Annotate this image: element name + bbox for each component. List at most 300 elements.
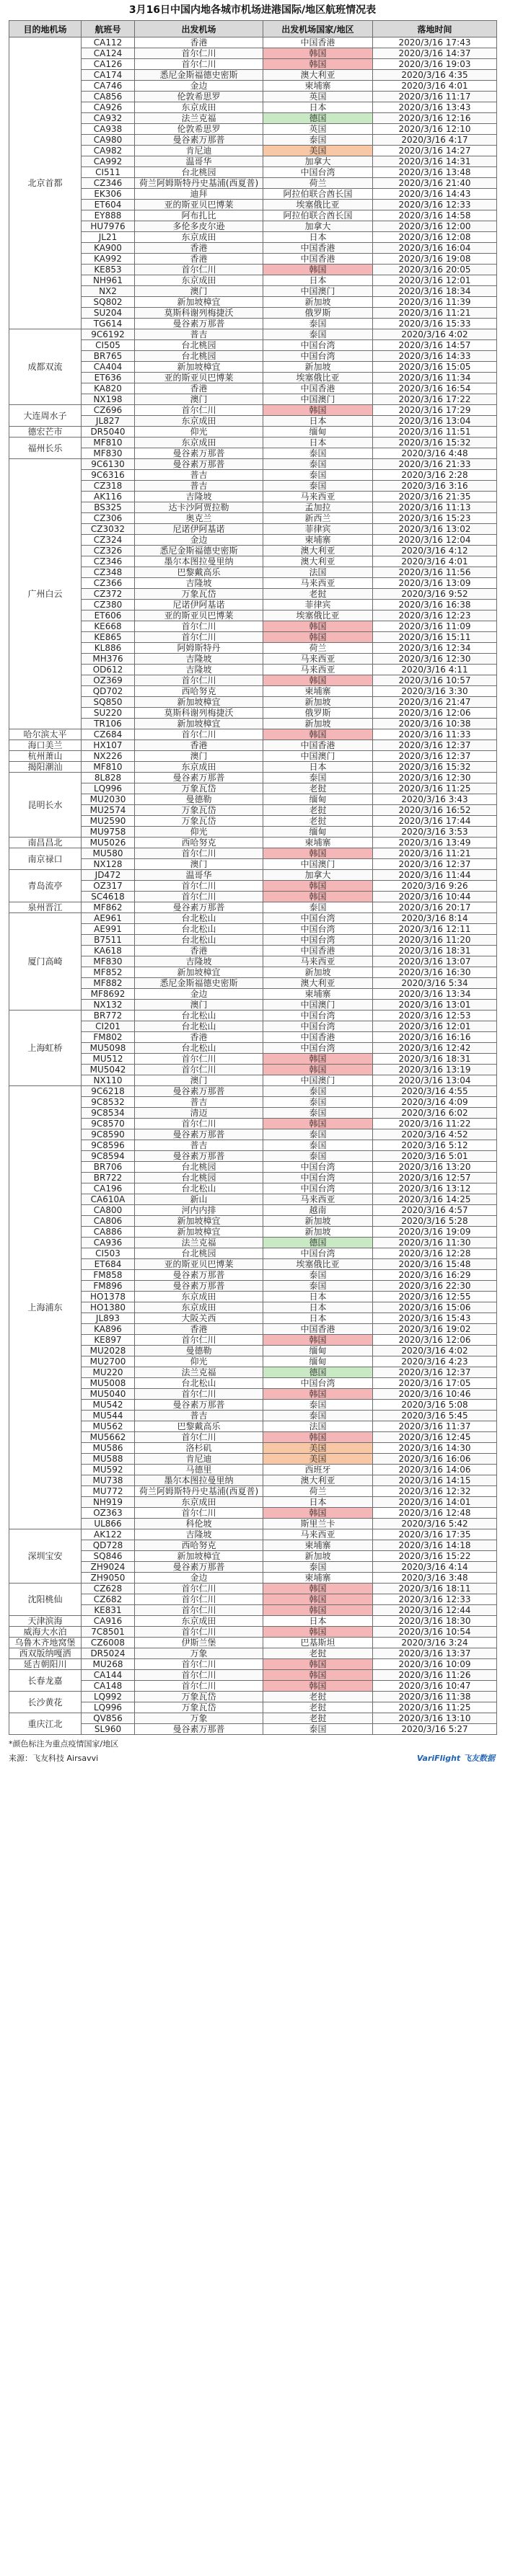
departure-country-cell: 菲律宾 bbox=[263, 600, 373, 610]
flight-number-cell: MU592 bbox=[82, 1465, 135, 1475]
destination-cell: 哈尔滨太平 bbox=[9, 729, 82, 740]
landing-time-cell: 2020/3/16 13:43 bbox=[373, 102, 497, 113]
table-row bbox=[9, 373, 497, 383]
table-row bbox=[9, 1421, 497, 1432]
departure-airport-cell: 墨尔本图拉曼里纳 bbox=[135, 1475, 263, 1486]
departure-airport-cell: 东京成田 bbox=[135, 438, 263, 448]
flight-number-cell: OZ317 bbox=[82, 881, 135, 892]
table-row bbox=[9, 1551, 497, 1562]
departure-country-cell: 巴基斯坦 bbox=[263, 1638, 373, 1648]
brand-logo: VariFlight 飞友数据 bbox=[416, 1754, 495, 1763]
departure-country-cell: 柬埔寨 bbox=[263, 81, 373, 92]
table-row bbox=[9, 502, 497, 513]
landing-time-cell: 2020/3/16 6:02 bbox=[373, 1108, 497, 1119]
departure-country-cell: 韩国 bbox=[263, 1508, 373, 1519]
departure-country-cell: 泰国 bbox=[263, 448, 373, 459]
table-row bbox=[9, 1129, 497, 1140]
departure-airport-cell: 首尔仁川 bbox=[135, 1659, 263, 1670]
flight-number-cell: BR772 bbox=[82, 1011, 135, 1021]
table-row bbox=[9, 178, 497, 189]
departure-airport-cell: 香港 bbox=[135, 740, 263, 751]
flight-number-cell: CA926 bbox=[82, 102, 135, 113]
table-row bbox=[9, 1043, 497, 1054]
departure-country-cell: 澳大利亚 bbox=[263, 546, 373, 556]
flight-number-cell: MU2030 bbox=[82, 794, 135, 805]
flight-number-cell: LQ996 bbox=[82, 1702, 135, 1713]
table-row bbox=[9, 481, 497, 492]
flight-number-cell: CA800 bbox=[82, 1205, 135, 1216]
departure-airport-cell: 台北松山 bbox=[135, 1011, 263, 1021]
departure-airport-cell: 普吉 bbox=[135, 1140, 263, 1151]
table-row bbox=[9, 221, 497, 232]
landing-time-cell: 2020/3/16 12:06 bbox=[373, 1335, 497, 1346]
flight-number-cell: CZ682 bbox=[82, 1594, 135, 1605]
table-row bbox=[9, 740, 497, 751]
departure-country-cell: 新加坡 bbox=[263, 1216, 373, 1227]
flight-number-cell: QD728 bbox=[82, 1540, 135, 1551]
landing-time-cell: 2020/3/16 14:33 bbox=[373, 351, 497, 362]
landing-time-cell: 2020/3/16 19:08 bbox=[373, 254, 497, 265]
landing-time-cell: 2020/3/16 17:35 bbox=[373, 1529, 497, 1540]
landing-time-cell: 2020/3/16 14:30 bbox=[373, 1443, 497, 1454]
table-row bbox=[9, 383, 497, 394]
departure-airport-cell: 多伦多皮尔逊 bbox=[135, 221, 263, 232]
destination-cell: 延吉朝阳川 bbox=[9, 1659, 82, 1670]
header-flight-number: 航班号 bbox=[82, 21, 135, 37]
departure-airport-cell: 肯尼迪 bbox=[135, 146, 263, 156]
departure-airport-cell: 曼谷素万那普 bbox=[135, 1400, 263, 1411]
departure-airport-cell: 曼谷素万那普 bbox=[135, 1151, 263, 1162]
departure-country-cell: 荷兰 bbox=[263, 1486, 373, 1497]
departure-airport-cell: 首尔仁川 bbox=[135, 892, 263, 902]
flight-number-cell: LQ996 bbox=[82, 783, 135, 794]
landing-time-cell: 2020/3/16 12:08 bbox=[373, 232, 497, 243]
destination-cell: 昆明长水 bbox=[9, 773, 82, 838]
landing-time-cell: 2020/3/16 15:06 bbox=[373, 1302, 497, 1313]
landing-time-cell: 2020/3/16 4:02 bbox=[373, 329, 497, 340]
departure-airport-cell: 曼谷素万那普 bbox=[135, 1562, 263, 1573]
departure-country-cell: 中国台湾 bbox=[263, 1173, 373, 1183]
flight-number-cell: CA982 bbox=[82, 146, 135, 156]
flight-number-cell: SQ846 bbox=[82, 1551, 135, 1562]
departure-country-cell: 加拿大 bbox=[263, 870, 373, 881]
table-row bbox=[9, 967, 497, 978]
landing-time-cell: 2020/3/16 12:10 bbox=[373, 124, 497, 135]
flight-number-cell: CA196 bbox=[82, 1183, 135, 1194]
departure-airport-cell: 曼谷素万那普 bbox=[135, 135, 263, 146]
departure-airport-cell: 台北松山 bbox=[135, 1021, 263, 1032]
departure-country-cell: 韩国 bbox=[263, 1119, 373, 1129]
flight-number-cell: BR765 bbox=[82, 351, 135, 362]
departure-country-cell: 菲律宾 bbox=[263, 524, 373, 535]
table-row bbox=[9, 1238, 497, 1248]
landing-time-cell: 2020/3/16 18:31 bbox=[373, 946, 497, 956]
table-row bbox=[9, 1540, 497, 1551]
departure-country-cell: 老挝 bbox=[263, 1702, 373, 1713]
flight-number-cell: MU5026 bbox=[82, 838, 135, 848]
departure-country-cell: 韩国 bbox=[263, 675, 373, 686]
flight-number-cell: CI505 bbox=[82, 340, 135, 351]
destination-cell: 厦门高崎 bbox=[9, 913, 82, 1011]
flight-number-cell: ET684 bbox=[82, 1259, 135, 1270]
flight-number-cell: CA856 bbox=[82, 92, 135, 102]
header-departure-country: 出发机场国家/地区 bbox=[263, 21, 373, 37]
flight-number-cell: CA936 bbox=[82, 1238, 135, 1248]
flight-number-cell: SU220 bbox=[82, 708, 135, 719]
flight-number-cell: HX107 bbox=[82, 740, 135, 751]
landing-time-cell: 2020/3/16 12:44 bbox=[373, 1605, 497, 1616]
departure-country-cell: 新加坡 bbox=[263, 297, 373, 308]
landing-time-cell: 2020/3/16 12:37 bbox=[373, 740, 497, 751]
table-row bbox=[9, 1302, 497, 1313]
flight-number-cell: KL886 bbox=[82, 643, 135, 654]
departure-country-cell: 中国台湾 bbox=[263, 340, 373, 351]
destination-cell: 上海浦东 bbox=[9, 1086, 82, 1529]
flight-number-cell: MF810 bbox=[82, 762, 135, 773]
destination-cell: 天津滨海 bbox=[9, 1616, 82, 1627]
departure-airport-cell: 阿布扎比 bbox=[135, 210, 263, 221]
table-row bbox=[9, 438, 497, 448]
flight-number-cell: ET606 bbox=[82, 610, 135, 621]
table-row bbox=[9, 1205, 497, 1216]
landing-time-cell: 2020/3/16 12:06 bbox=[373, 708, 497, 719]
table-row bbox=[9, 805, 497, 816]
landing-time-cell: 2020/3/16 15:32 bbox=[373, 438, 497, 448]
landing-time-cell: 2020/3/16 11:30 bbox=[373, 1238, 497, 1248]
table-row bbox=[9, 924, 497, 935]
departure-country-cell: 老挝 bbox=[263, 1713, 373, 1724]
table-row bbox=[9, 956, 497, 967]
departure-country-cell: 韩国 bbox=[263, 405, 373, 416]
departure-airport-cell: 阿姆斯特丹 bbox=[135, 643, 263, 654]
departure-country-cell: 法国 bbox=[263, 567, 373, 578]
table-row bbox=[9, 1292, 497, 1302]
table-row bbox=[9, 719, 497, 729]
flight-number-cell: NX132 bbox=[82, 1000, 135, 1011]
landing-time-cell: 2020/3/16 12:48 bbox=[373, 1508, 497, 1519]
flight-number-cell: NH919 bbox=[82, 1497, 135, 1508]
departure-country-cell: 泰国 bbox=[263, 1140, 373, 1151]
departure-airport-cell: 万象瓦岱 bbox=[135, 805, 263, 816]
departure-country-cell: 韩国 bbox=[263, 1605, 373, 1616]
departure-country-cell: 埃塞俄比亚 bbox=[263, 200, 373, 210]
landing-time-cell: 2020/3/16 10:44 bbox=[373, 892, 497, 902]
departure-airport-cell: 香港 bbox=[135, 243, 263, 254]
landing-time-cell: 2020/3/16 13:19 bbox=[373, 1065, 497, 1075]
departure-country-cell: 中国台湾 bbox=[263, 1378, 373, 1389]
landing-time-cell: 2020/3/16 5:12 bbox=[373, 1140, 497, 1151]
departure-airport-cell: 东京成田 bbox=[135, 762, 263, 773]
table-row bbox=[9, 729, 497, 740]
landing-time-cell: 2020/3/16 15:05 bbox=[373, 362, 497, 373]
flight-number-cell: UL866 bbox=[82, 1519, 135, 1529]
flight-number-cell: EY888 bbox=[82, 210, 135, 221]
landing-time-cell: 2020/3/16 12:00 bbox=[373, 221, 497, 232]
landing-time-cell: 2020/3/16 16:29 bbox=[373, 1270, 497, 1281]
landing-time-cell: 2020/3/16 4:12 bbox=[373, 546, 497, 556]
landing-time-cell: 2020/3/16 14:31 bbox=[373, 156, 497, 167]
departure-airport-cell: 澳门 bbox=[135, 286, 263, 297]
departure-country-cell: 日本 bbox=[263, 232, 373, 243]
departure-country-cell: 韩国 bbox=[263, 621, 373, 632]
table-row bbox=[9, 1324, 497, 1335]
flight-number-cell: CA746 bbox=[82, 81, 135, 92]
departure-airport-cell: 台北桃园 bbox=[135, 167, 263, 178]
landing-time-cell: 2020/3/16 15:33 bbox=[373, 319, 497, 329]
landing-time-cell: 2020/3/16 4:17 bbox=[373, 135, 497, 146]
table-row bbox=[9, 394, 497, 405]
landing-time-cell: 2020/3/16 13:04 bbox=[373, 416, 497, 427]
table-row bbox=[9, 210, 497, 221]
table-row bbox=[9, 881, 497, 892]
departure-country-cell: 日本 bbox=[263, 762, 373, 773]
landing-time-cell: 2020/3/16 10:09 bbox=[373, 1659, 497, 1670]
table-row bbox=[9, 1173, 497, 1183]
departure-country-cell: 泰国 bbox=[263, 481, 373, 492]
departure-country-cell: 澳大利亚 bbox=[263, 70, 373, 81]
flight-number-cell: MU2028 bbox=[82, 1346, 135, 1356]
flight-number-cell: SQ850 bbox=[82, 697, 135, 708]
table-row bbox=[9, 643, 497, 654]
table-row bbox=[9, 329, 497, 340]
departure-airport-cell: 金边 bbox=[135, 1573, 263, 1584]
departure-airport-cell: 首尔仁川 bbox=[135, 621, 263, 632]
departure-country-cell: 新加坡 bbox=[263, 1551, 373, 1562]
destination-cell: 海口美兰 bbox=[9, 740, 82, 751]
departure-country-cell: 中国台湾 bbox=[263, 1043, 373, 1054]
header-destination: 目的地机场 bbox=[9, 21, 82, 37]
departure-country-cell: 泰国 bbox=[263, 1562, 373, 1573]
departure-country-cell: 日本 bbox=[263, 416, 373, 427]
table-row bbox=[9, 351, 497, 362]
landing-time-cell: 2020/3/16 15:32 bbox=[373, 762, 497, 773]
table-row bbox=[9, 773, 497, 783]
departure-country-cell: 韩国 bbox=[263, 1584, 373, 1594]
departure-country-cell: 法国 bbox=[263, 1421, 373, 1432]
flight-number-cell: TG614 bbox=[82, 319, 135, 329]
destination-cell: 重庆江北 bbox=[9, 1713, 82, 1735]
landing-time-cell: 2020/3/16 16:54 bbox=[373, 383, 497, 394]
departure-airport-cell: 荷兰阿姆斯特丹史基浦(西夏普) bbox=[135, 178, 263, 189]
departure-country-cell: 中国台湾 bbox=[263, 167, 373, 178]
landing-time-cell: 2020/3/16 16:38 bbox=[373, 600, 497, 610]
table-row bbox=[9, 1356, 497, 1367]
table-row bbox=[9, 1584, 497, 1594]
table-row bbox=[9, 1465, 497, 1475]
departure-airport-cell: 金边 bbox=[135, 81, 263, 92]
departure-airport-cell: 仰光 bbox=[135, 427, 263, 438]
departure-airport-cell: 曼谷素万那普 bbox=[135, 1086, 263, 1097]
table-row bbox=[9, 708, 497, 719]
flight-number-cell: B7511 bbox=[82, 935, 135, 946]
landing-time-cell: 2020/3/16 21:33 bbox=[373, 459, 497, 470]
flight-number-cell: EK306 bbox=[82, 189, 135, 200]
table-row bbox=[9, 783, 497, 794]
table-row bbox=[9, 232, 497, 243]
departure-country-cell: 韩国 bbox=[263, 59, 373, 70]
destination-cell: 乌鲁木齐地窝堡 bbox=[9, 1638, 82, 1648]
landing-time-cell: 2020/3/16 13:49 bbox=[373, 838, 497, 848]
table-row bbox=[9, 1508, 497, 1519]
flight-number-cell: MU586 bbox=[82, 1443, 135, 1454]
departure-country-cell: 中国澳门 bbox=[263, 286, 373, 297]
departure-airport-cell: 东京成田 bbox=[135, 1302, 263, 1313]
table-row bbox=[9, 189, 497, 200]
departure-country-cell: 韩国 bbox=[263, 1432, 373, 1443]
departure-country-cell: 泰国 bbox=[263, 773, 373, 783]
table-row bbox=[9, 1270, 497, 1281]
flight-number-cell: CA174 bbox=[82, 70, 135, 81]
landing-time-cell: 2020/3/16 4:14 bbox=[373, 1562, 497, 1573]
flight-number-cell: KE853 bbox=[82, 265, 135, 275]
table-row bbox=[9, 1227, 497, 1238]
departure-airport-cell: 新加坡樟宜 bbox=[135, 967, 263, 978]
departure-country-cell: 埃塞俄比亚 bbox=[263, 373, 373, 383]
departure-airport-cell: 首尔仁川 bbox=[135, 1670, 263, 1681]
flight-number-cell: KA820 bbox=[82, 383, 135, 394]
departure-country-cell: 韩国 bbox=[263, 1335, 373, 1346]
landing-time-cell: 2020/3/16 12:37 bbox=[373, 1367, 497, 1378]
table-row bbox=[9, 102, 497, 113]
flight-number-cell: KE897 bbox=[82, 1335, 135, 1346]
flight-number-cell: CA916 bbox=[82, 1616, 135, 1627]
table-row bbox=[9, 448, 497, 459]
departure-country-cell: 斯里兰卡 bbox=[263, 1519, 373, 1529]
landing-time-cell: 2020/3/16 4:55 bbox=[373, 1086, 497, 1097]
departure-airport-cell: 香港 bbox=[135, 37, 263, 48]
flight-number-cell: MU5040 bbox=[82, 1389, 135, 1400]
departure-airport-cell: 新加坡樟宜 bbox=[135, 697, 263, 708]
table-row bbox=[9, 48, 497, 59]
landing-time-cell: 2020/3/16 16:06 bbox=[373, 1454, 497, 1465]
landing-time-cell: 2020/3/16 4:52 bbox=[373, 1129, 497, 1140]
table-row bbox=[9, 1562, 497, 1573]
departure-country-cell: 柬埔寨 bbox=[263, 535, 373, 546]
table-row bbox=[9, 92, 497, 102]
landing-time-cell: 2020/3/16 12:33 bbox=[373, 200, 497, 210]
destination-cell: 南昌昌北 bbox=[9, 838, 82, 848]
table-row bbox=[9, 935, 497, 946]
landing-time-cell: 2020/3/16 5:27 bbox=[373, 1724, 497, 1735]
departure-airport-cell: 新加坡樟宜 bbox=[135, 719, 263, 729]
departure-airport-cell: 普吉 bbox=[135, 329, 263, 340]
flight-number-cell: CZ346 bbox=[82, 178, 135, 189]
table-row bbox=[9, 1400, 497, 1411]
landing-time-cell: 2020/3/16 13:12 bbox=[373, 1183, 497, 1194]
table-row bbox=[9, 340, 497, 351]
table-header-row bbox=[9, 21, 497, 37]
departure-airport-cell: 洛杉矶 bbox=[135, 1443, 263, 1454]
table-row bbox=[9, 751, 497, 762]
table-row bbox=[9, 902, 497, 913]
table-row bbox=[9, 459, 497, 470]
flight-number-cell: DR5024 bbox=[82, 1648, 135, 1659]
departure-airport-cell: 首尔仁川 bbox=[135, 1054, 263, 1065]
departure-country-cell: 韩国 bbox=[263, 1681, 373, 1692]
flight-number-cell: ET604 bbox=[82, 200, 135, 210]
table-row bbox=[9, 578, 497, 589]
departure-airport-cell: 新加坡樟宜 bbox=[135, 1216, 263, 1227]
landing-time-cell: 2020/3/16 11:38 bbox=[373, 1692, 497, 1702]
departure-country-cell: 泰国 bbox=[263, 1270, 373, 1281]
departure-airport-cell: 曼谷素万那普 bbox=[135, 1724, 263, 1735]
flight-number-cell: 9C6192 bbox=[82, 329, 135, 340]
table-row bbox=[9, 1486, 497, 1497]
departure-airport-cell: 首尔仁川 bbox=[135, 1432, 263, 1443]
departure-country-cell: 老挝 bbox=[263, 805, 373, 816]
table-row bbox=[9, 1454, 497, 1465]
flight-number-cell: CZ346 bbox=[82, 556, 135, 567]
departure-airport-cell: 首尔仁川 bbox=[135, 1335, 263, 1346]
flight-number-cell: JL893 bbox=[82, 1313, 135, 1324]
flight-number-cell: SQ802 bbox=[82, 297, 135, 308]
departure-airport-cell: 吉隆坡 bbox=[135, 654, 263, 665]
flight-number-cell: SC4618 bbox=[82, 892, 135, 902]
table-row bbox=[9, 589, 497, 600]
flight-number-cell: SU204 bbox=[82, 308, 135, 319]
footnote: *颜色标注为重点疫情国家/地区 bbox=[9, 1739, 119, 1749]
landing-time-cell: 2020/3/16 11:25 bbox=[373, 1702, 497, 1713]
flight-table bbox=[9, 20, 497, 1735]
flight-number-cell: MU5662 bbox=[82, 1432, 135, 1443]
table-body bbox=[9, 37, 497, 1735]
departure-country-cell: 中国台湾 bbox=[263, 1162, 373, 1173]
flight-number-cell: QD702 bbox=[82, 686, 135, 697]
departure-airport-cell: 首尔仁川 bbox=[135, 1584, 263, 1594]
landing-time-cell: 2020/3/16 19:03 bbox=[373, 59, 497, 70]
flight-number-cell: AK116 bbox=[82, 492, 135, 502]
departure-airport-cell: 伊斯兰堡 bbox=[135, 1638, 263, 1648]
departure-airport-cell: 香港 bbox=[135, 1032, 263, 1043]
departure-airport-cell: 法兰克福 bbox=[135, 1367, 263, 1378]
departure-airport-cell: 巴黎戴高乐 bbox=[135, 567, 263, 578]
flight-number-cell: CA144 bbox=[82, 1670, 135, 1681]
flight-number-cell: BS325 bbox=[82, 502, 135, 513]
landing-time-cell: 2020/3/16 12:42 bbox=[373, 1043, 497, 1054]
flight-number-cell: CA938 bbox=[82, 124, 135, 135]
departure-country-cell: 韩国 bbox=[263, 48, 373, 59]
landing-time-cell: 2020/3/16 13:04 bbox=[373, 1075, 497, 1086]
flight-number-cell: JL827 bbox=[82, 416, 135, 427]
table-row bbox=[9, 146, 497, 156]
departure-airport-cell: 万象瓦岱 bbox=[135, 816, 263, 827]
departure-country-cell: 泰国 bbox=[263, 1281, 373, 1292]
departure-country-cell: 越南 bbox=[263, 1205, 373, 1216]
flight-number-cell: MU2574 bbox=[82, 805, 135, 816]
landing-time-cell: 2020/3/16 5:42 bbox=[373, 1519, 497, 1529]
landing-time-cell: 2020/3/16 16:04 bbox=[373, 243, 497, 254]
table-row bbox=[9, 1389, 497, 1400]
table-row bbox=[9, 1346, 497, 1356]
departure-airport-cell: 东京成田 bbox=[135, 1616, 263, 1627]
departure-country-cell: 韩国 bbox=[263, 1627, 373, 1638]
landing-time-cell: 2020/3/16 17:22 bbox=[373, 394, 497, 405]
departure-airport-cell: 台北松山 bbox=[135, 1183, 263, 1194]
departure-airport-cell: 温哥华 bbox=[135, 870, 263, 881]
departure-country-cell: 中国台湾 bbox=[263, 1021, 373, 1032]
flight-number-cell: MU5098 bbox=[82, 1043, 135, 1054]
flight-number-cell: 9C8596 bbox=[82, 1140, 135, 1151]
departure-country-cell: 马来西亚 bbox=[263, 578, 373, 589]
landing-time-cell: 2020/3/16 12:30 bbox=[373, 773, 497, 783]
destination-cell: 上海虹桥 bbox=[9, 1011, 82, 1086]
departure-country-cell: 新加坡 bbox=[263, 362, 373, 373]
table-row bbox=[9, 665, 497, 675]
departure-airport-cell: 台北桃园 bbox=[135, 1173, 263, 1183]
flight-number-cell: DR5040 bbox=[82, 427, 135, 438]
landing-time-cell: 2020/3/16 12:01 bbox=[373, 275, 497, 286]
departure-airport-cell: 清迈 bbox=[135, 1108, 263, 1119]
